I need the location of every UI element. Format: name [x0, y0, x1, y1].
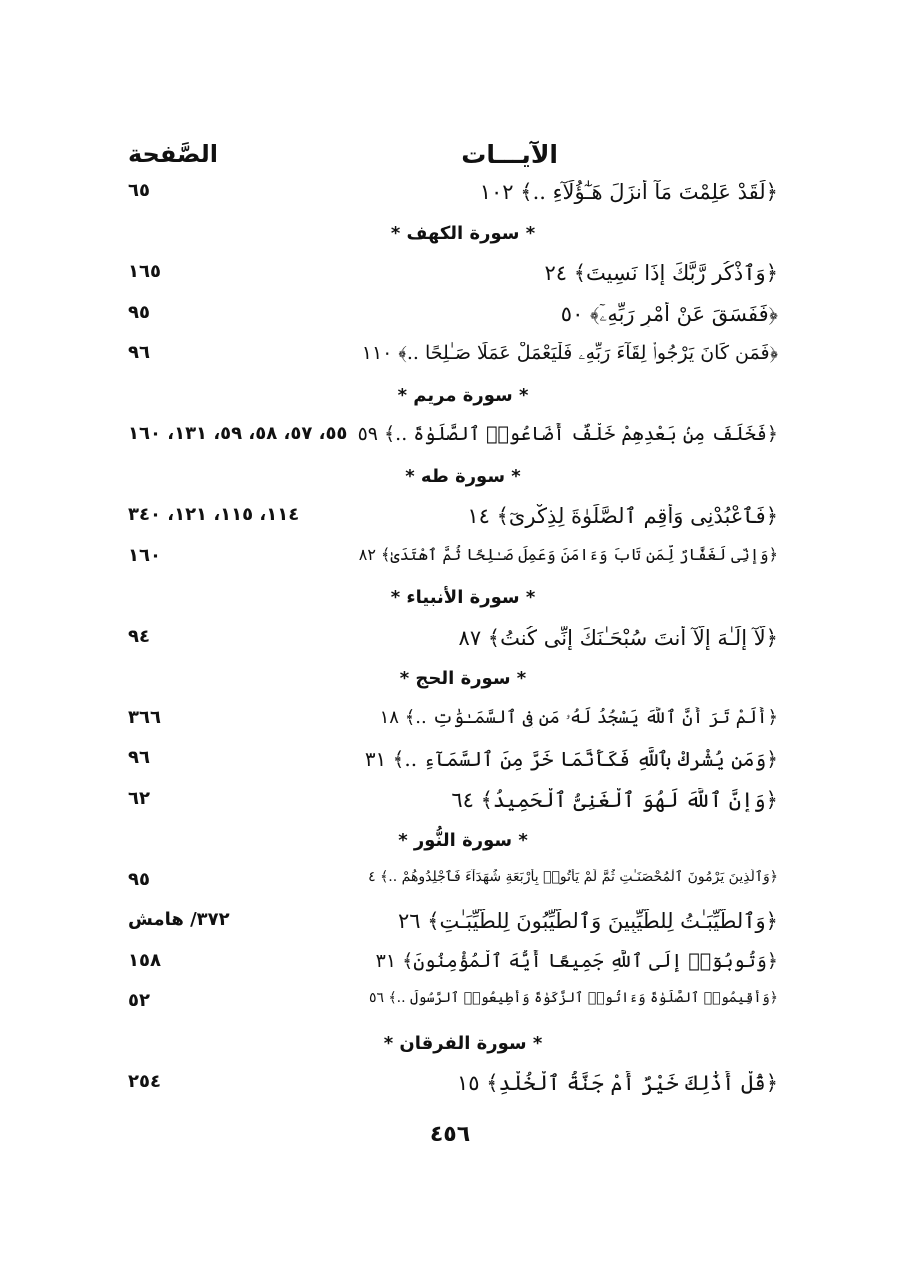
- verse-text: ﴿وَٱلَّذِينَ يَرْمُونَ ٱلْمُحْصَنَـٰتِ ثُمَّ لَمْ يَأْتُوا۟ بِأَرْبَعَةِ شُهَدَآءَ فَٱجْلِدُوهُمْ ..﴾ ٤: [368, 868, 778, 885]
- verse-row: [128, 986, 778, 1027]
- page-references: ٦٥: [128, 180, 150, 201]
- page-references: ٥٥، ٥٧، ٥٨، ٥٩، ١٣١، ١٦٠: [128, 423, 348, 444]
- page-references: ٩٦: [128, 747, 150, 768]
- verse-row: [128, 257, 778, 298]
- surah-heading-row: [128, 581, 778, 622]
- verse-text: ﴿فَمَن كَانَ يَرْجُوا۟ لِقَآءَ رَبِّهِۦ فَلْيَعْمَلْ عَمَلًا صَـٰلِحًا ..﴾ ١١٠: [361, 342, 778, 364]
- surah-heading: * سورة الحج *: [399, 668, 527, 689]
- verse-text: ﴿وَٱذْكُر رَّبَّكَ إِذَا نَسِيتَ﴾ ٢٤: [544, 261, 778, 285]
- surah-heading-row: [128, 460, 778, 501]
- page-references: ١١٤، ١١٥، ١٢١، ٣٤٠: [128, 504, 300, 525]
- verse-text: ﴿أَلَمْ تَرَ أَنَّ ٱللَّهَ يَسْجُدُ لَهُۥ مَن فِى ٱلسَّمَـٰوَٰتِ ..﴾ ١٨: [379, 706, 778, 728]
- verse-row: [128, 622, 778, 663]
- verse-row: [128, 338, 778, 379]
- page-references: ١٦٥: [128, 261, 161, 282]
- page-references: ٦٢: [128, 787, 150, 809]
- verse-row: [128, 784, 778, 825]
- surah-heading-row: [128, 824, 778, 865]
- page-references: ٣٦٦: [128, 706, 161, 728]
- verse-row: [128, 703, 778, 744]
- page-references: ٢٥٤: [128, 1071, 161, 1092]
- page-references: ١٥٨: [128, 949, 161, 971]
- surah-heading: * سورة الكهف *: [390, 222, 536, 244]
- verse-row: [128, 865, 778, 906]
- verse-text: ﴿وَإِنَّ ٱللَّهَ لَهُوَ ٱلْغَنِىُّ ٱلْحَمِيدُ﴾ ٦٤: [451, 787, 778, 812]
- page-references: ١٦٠: [128, 544, 161, 566]
- verse-row: [128, 743, 778, 784]
- surah-heading-row: [128, 662, 778, 703]
- surah-heading-row: [128, 379, 778, 420]
- surah-heading: * سورة الفرقان *: [383, 1032, 543, 1054]
- page-number: ٤٥٦: [429, 1122, 471, 1147]
- page-references: ٩٦: [128, 342, 150, 363]
- verse-text: ﴿وَإِنِّى لَغَفَّارٌ لِّمَن تَابَ وَءَامَنَ وَعَمِلَ صَـٰلِحًا ثُمَّ ٱهْتَدَىٰ﴾ ٨٢: [358, 544, 778, 564]
- verse-text: ﴿وَمَن يُشْرِكْ بِٱللَّهِ فَكَأَنَّمَا خَرَّ مِنَ ٱلسَّمَآءِ ..﴾ ٣١: [364, 747, 778, 771]
- page-references: ٩٥: [128, 301, 150, 323]
- verse-row: [128, 176, 778, 217]
- verse-row: [128, 946, 778, 987]
- verse-text: ﴿وَتُوبُوٓا۟ إِلَى ٱللَّهِ جَمِيعًا أَيُّهَ ٱلْمُؤْمِنُونَ﴾ ٣١: [375, 949, 778, 972]
- verse-row: [128, 419, 778, 460]
- verse-row: [128, 541, 778, 582]
- surah-heading: * سورة مريم *: [397, 384, 529, 406]
- surah-heading: * سورة طه *: [405, 465, 521, 487]
- verses-column-title: الآيـــات: [461, 140, 558, 169]
- surah-heading: * سورة الأنبياء *: [390, 587, 536, 608]
- surah-heading-row: [128, 217, 778, 258]
- verse-text: ﴿فَٱعْبُدْنِى وَأَقِمِ ٱلصَّلَوٰةَ لِذِكْرِىٓ﴾ ١٤: [467, 504, 778, 528]
- page-references: ٩٤: [128, 625, 150, 647]
- table-header: [128, 140, 768, 176]
- verse-text: ﴿فَفَسَقَ عَنْ أَمْرِ رَبِّهِۦٓ﴾ ٥٠: [560, 301, 778, 326]
- verse-row: [128, 905, 778, 946]
- verse-text: ﴿لَقَدْ عَلِمْتَ مَآ أَنزَلَ هَـٰٓؤُلَآءِ ..﴾ ١٠٢: [479, 180, 778, 204]
- verse-index-list: [128, 176, 778, 1108]
- surah-heading-row: [128, 1027, 778, 1068]
- verse-row: [128, 500, 778, 541]
- page-references: ٥٢: [128, 990, 150, 1011]
- verse-text: ﴿لَّآ إِلَـٰهَ إِلَّآ أَنتَ سُبْحَـٰنَكَ إِنِّى كُنتُ﴾ ٨٧: [458, 625, 778, 650]
- verse-text: ﴿فَخَلَفَ مِنۢ بَعْدِهِمْ خَلْفٌ أَضَاعُوا۟ ٱلصَّلَوٰةَ ..﴾ ٥٩: [357, 423, 778, 445]
- verse-row: [128, 298, 778, 339]
- verse-text: ﴿وَأَقِيمُوا۟ ٱلصَّلَوٰةَ وَءَاتُوا۟ ٱلزَّكَوٰةَ وَأَطِيعُوا۟ ٱلرَّسُولَ ..﴾ ٥٦: [368, 990, 778, 1006]
- verse-text: ﴿وَٱلطَّيِّبَـٰتُ لِلطَّيِّبِينَ وَٱلطَّيِّبُونَ لِلطَّيِّبَـٰتِ﴾ ٢٦: [397, 909, 778, 933]
- surah-heading: * سورة النُّور *: [398, 830, 528, 851]
- verse-text: ﴿قُلْ أَذَٰلِكَ خَيْرٌ أَمْ جَنَّةُ ٱلْخُلْدِ﴾ ١٥: [456, 1071, 778, 1095]
- page-column-title: الصَّفحة: [128, 140, 219, 168]
- page-references: ٣٧٢/ هامش: [128, 909, 230, 930]
- page-references: ٩٥: [128, 868, 150, 890]
- verse-row: [128, 1067, 778, 1108]
